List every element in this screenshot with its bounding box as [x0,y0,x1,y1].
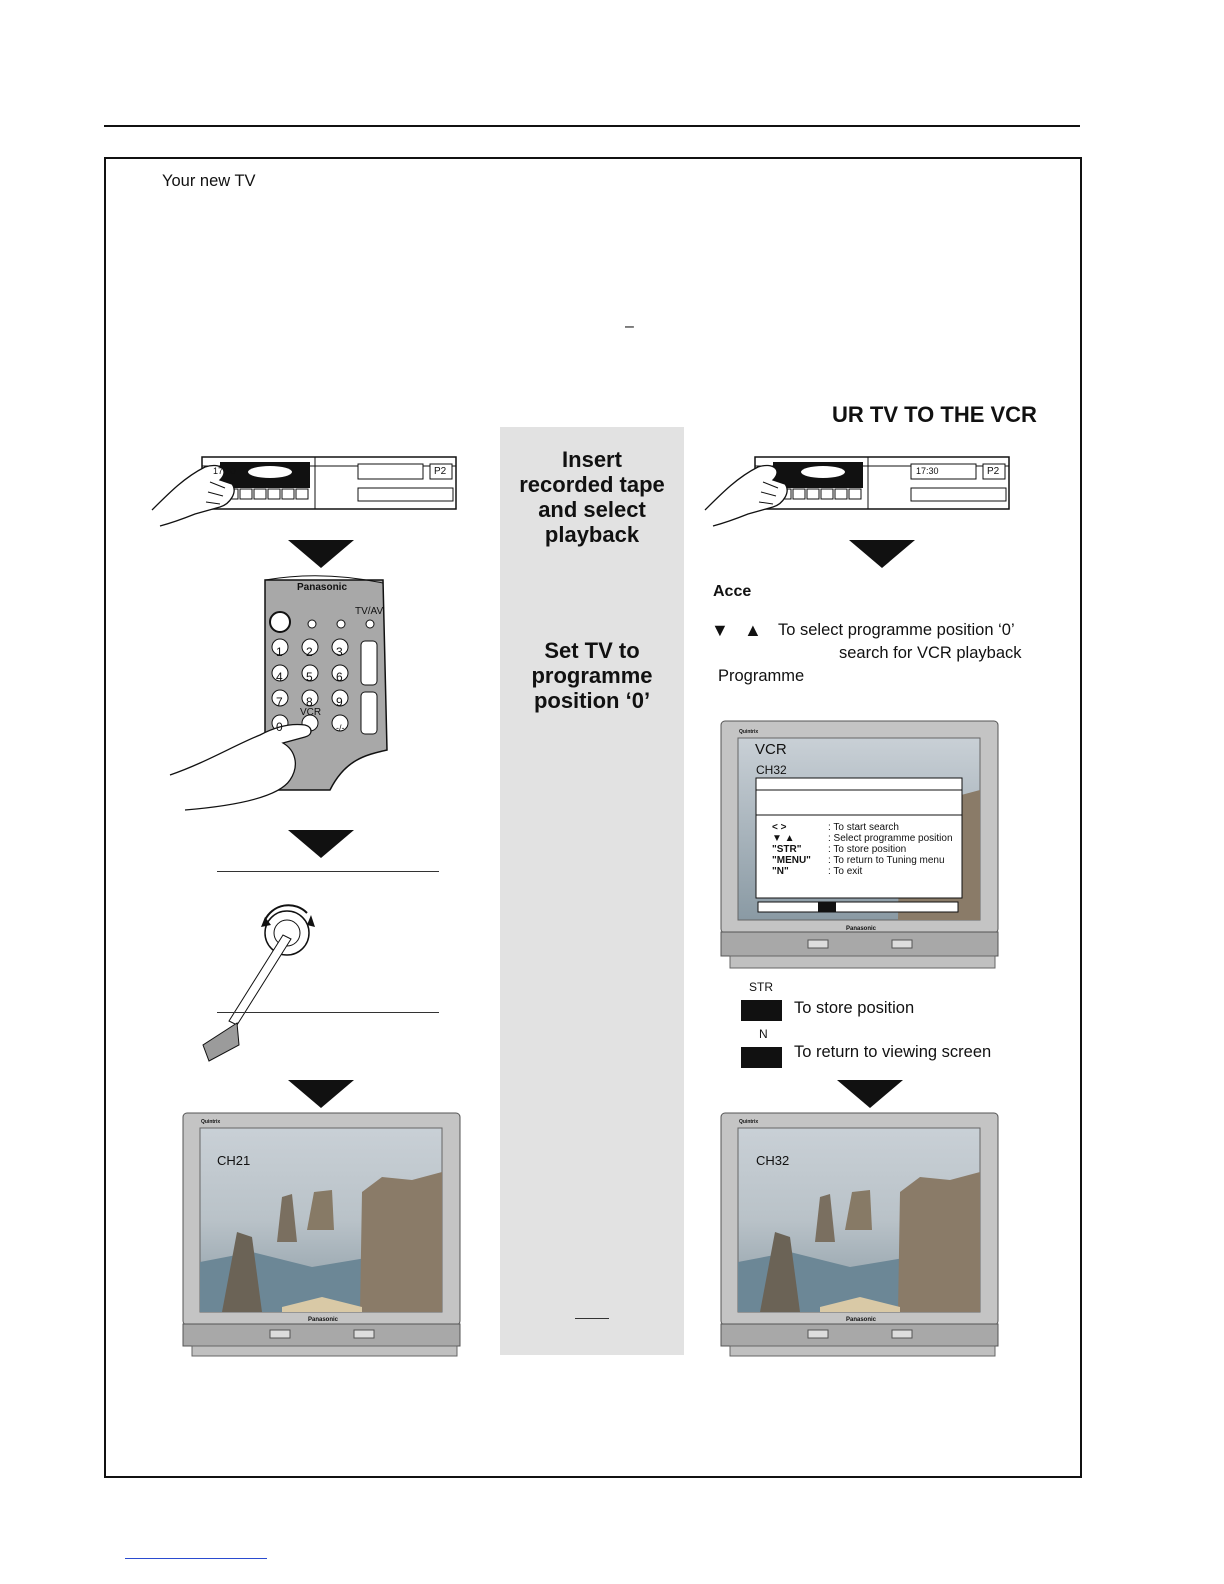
vcr-clock-left: 17:30 [213,466,236,476]
key-7[interactable]: 7 [276,695,283,709]
top-rule [104,125,1080,127]
arrow-down-icon [849,540,915,568]
section-heading: UR TV TO THE VCR [832,402,1037,427]
tv-maker-right: Panasonic [846,1317,877,1323]
legend-row: "STR" : To store position [772,844,907,855]
intro-text: Your new TV [162,172,256,190]
programme-label: Programme [718,667,805,685]
panel-footer-line [575,1318,609,1319]
vcr-illustration-left [150,452,462,532]
legend-row: "MENU" : To return to Tuning menu [772,855,945,866]
arrow-down-icon [288,830,354,858]
key-9[interactable]: 9 [336,695,343,709]
tv-brand-left: Quintrix [201,1119,221,1125]
key-3[interactable]: 3 [336,645,343,659]
vcr-clock-right: 17:30 [916,466,939,476]
legend-row: < > : To start search [772,822,899,833]
dash: – [625,318,634,335]
vcr-prog-right: P2 [987,466,1000,477]
tv-brand-menu: Quintrix [739,729,759,735]
divider-line [217,871,439,872]
str-key-label: STR [749,980,773,994]
legend-row: "N" : To exit [772,866,863,877]
str-button[interactable] [741,1000,782,1021]
tv-channel-left: CH21 [217,1153,251,1168]
up-arrow-icon: ▲ [744,620,762,640]
search-instruction: search for VCR playback [839,644,1022,662]
key-1[interactable]: 1 [276,645,283,659]
menu-legend [772,822,962,877]
center-steps-panel [500,427,684,1355]
legend-row: ▼ ▲ : Select programme position [772,833,953,844]
remote-brand: Panasonic [297,582,348,593]
vcr-prog-left: P2 [434,466,447,477]
screwdriver-tuning-icon [195,895,335,1065]
tv-channel-right: CH32 [756,1153,790,1168]
step1-title: Insert recorded tape and select playback [519,447,665,547]
menu-channel: CH32 [756,763,787,777]
menu-title: VCR [755,741,787,758]
arrows-instruction: To select programme position ‘0’ [778,621,1015,639]
tv-maker-menu: Panasonic [846,926,877,932]
footer-link-underline[interactable] [125,1558,267,1559]
arrow-down-icon [288,540,354,568]
key-digits[interactable]: -/- [336,723,345,733]
key-4[interactable]: 4 [276,670,283,684]
access-heading: Acce [713,583,752,600]
n-key-label: N [759,1027,768,1041]
arrow-down-icon [288,1080,354,1108]
divider-line [217,1012,439,1013]
key-6[interactable]: 6 [336,670,343,684]
n-description: To return to viewing screen [794,1043,992,1061]
vcr-illustration-right [703,452,1015,532]
key-5[interactable]: 5 [306,670,313,684]
tv-maker-left: Panasonic [308,1317,339,1323]
remote-vcr-label: VCR [300,707,322,718]
remote-keypad [276,640,356,741]
step2-title: Set TV to programme position ‘0’ [531,638,653,713]
key-2[interactable]: 2 [306,645,313,659]
arrow-down-icon [837,1080,903,1108]
str-description: To store position [794,999,915,1017]
remote-tvav-button[interactable]: TV/AV [355,606,384,617]
n-button[interactable] [741,1047,782,1068]
down-arrow-icon: ▼ [711,620,729,640]
tv-brand-right: Quintrix [739,1119,759,1125]
key-0[interactable]: 0 [276,720,283,734]
key-8[interactable]: 8 [306,695,313,709]
